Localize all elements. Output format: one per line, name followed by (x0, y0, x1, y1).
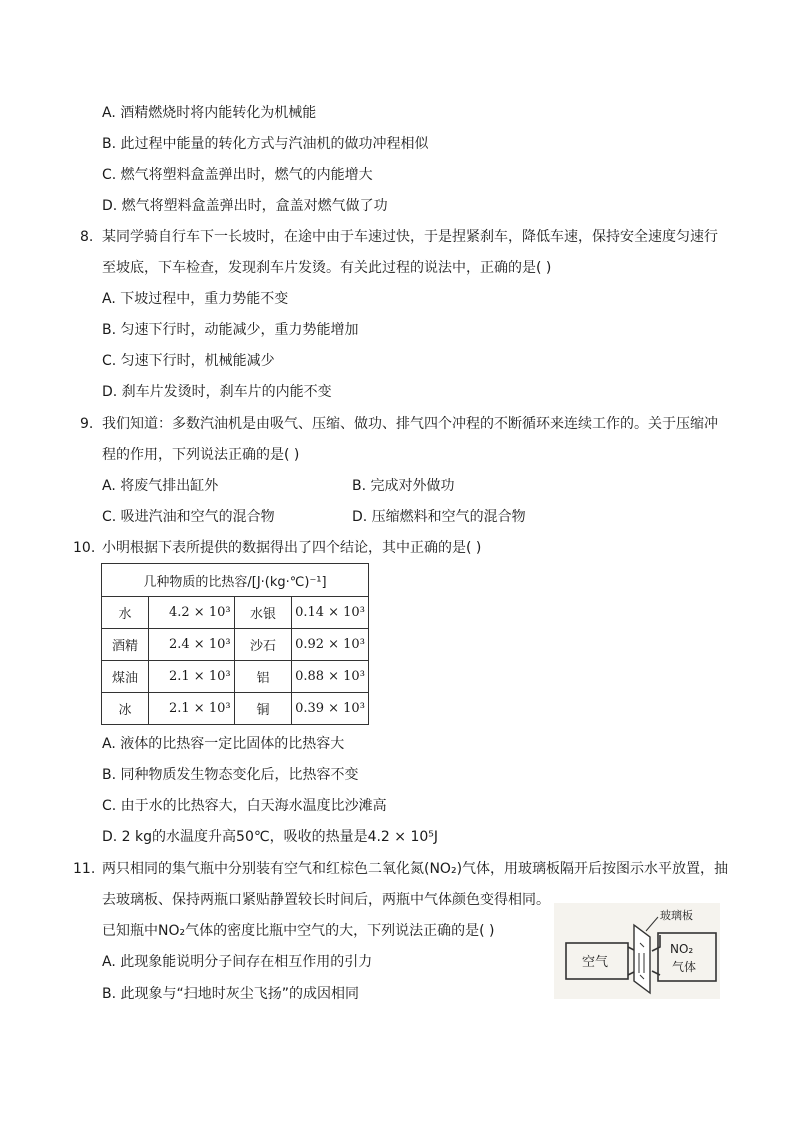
table-cell: 冰 (102, 693, 149, 725)
q9-stem-line2: 程的作用，下列说法正确的是( ) (102, 447, 300, 463)
no2-label-top: NO₂ (670, 942, 694, 956)
q11-stem-line1: 两只相同的集气瓶中分别装有空气和红棕色二氧化氮(NO₂)气体，用玻璃板隔开后按图示水平放置，抽 (102, 861, 729, 877)
table-row (102, 661, 369, 693)
table-cell: 2.1 × 10³ (149, 661, 235, 693)
table-cell: 沙石 (235, 629, 292, 661)
q11-stem-line3: 已知瓶中NO₂气体的密度比瓶中空气的大，下列说法正确的是( ) (102, 923, 495, 939)
q11-number: 11. (73, 861, 96, 877)
q11-option-b: B. 此现象与“扫地时灰尘飞扬”的成因相同 (102, 986, 360, 1002)
q10-option-b: B. 同种物质发生物态变化后，比热容不变 (102, 767, 359, 783)
q8-number: 8. (80, 229, 94, 245)
q10-stem: 小明根据下表所提供的数据得出了四个结论，其中正确的是( ) (102, 540, 482, 556)
table-header: 几种物质的比热容/[J·(kg·℃)⁻¹] (102, 564, 369, 597)
q7-option-d: D. 燃气将塑料盒盖弹出时，盒盖对燃气做了功 (102, 198, 388, 214)
table-cell: 铜 (235, 693, 292, 725)
table-cell: 0.92 × 10³ (292, 629, 369, 661)
q11-stem-line2: 去玻璃板、保持两瓶口紧贴静置较长时间后，两瓶中气体颜色变得相同。 (102, 892, 550, 908)
label-leader-line (646, 917, 658, 931)
table-cell: 0.88 × 10³ (292, 661, 369, 693)
table-row (102, 629, 369, 661)
no2-label-bottom: 气体 (672, 960, 697, 974)
q8-option-c: C. 匀速下行时，机械能减少 (102, 353, 275, 369)
table-cell: 2.4 × 10³ (149, 629, 235, 661)
table-cell: 4.2 × 10³ (149, 597, 235, 629)
q8-option-d: D. 刹车片发烫时，刹车片的内能不变 (102, 384, 332, 400)
q8-stem-line1: 某同学骑自行车下一长坡时，在途中由于车速过快，于是捏紧刹车，降低车速，保持安全速度匀速行 (102, 229, 718, 245)
q10-option-c: C. 由于水的比热容大，白天海水温度比沙滩高 (102, 798, 387, 814)
table-cell: 0.14 × 10³ (292, 597, 369, 629)
q7-option-a: A. 酒精燃烧时将内能转化为机械能 (102, 105, 317, 121)
table-cell: 水 (102, 597, 149, 629)
q8-stem-line2: 至坡底，下车检查，发现刹车片发烫。有关此过程的说法中，正确的是( ) (102, 260, 552, 276)
q10-option-d: D. 2 kg的水温度升高50℃，吸收的热量是4.2 × 10⁵J (102, 829, 439, 845)
q8-option-a: A. 下坡过程中，重力势能不变 (102, 291, 289, 307)
q7-option-b: B. 此过程中能量的转化方式与汽油机的做功冲程相似 (102, 136, 429, 152)
q8-option-b: B. 匀速下行时，动能减少，重力势能增加 (102, 322, 359, 338)
q10-number: 10. (73, 540, 96, 556)
table-row (102, 693, 369, 725)
table-cell: 煤油 (102, 661, 149, 693)
q9-option-d: D. 压缩燃料和空气的混合物 (352, 509, 526, 525)
q9-stem-line1: 我们知道：多数汽油机是由吸气、压缩、做功、排气四个冲程的不断循环来连续工作的。关于压缩冲 (102, 416, 718, 432)
q9-option-c: C. 吸进汽油和空气的混合物 (102, 509, 275, 525)
table-cell: 铝 (235, 661, 292, 693)
glass-plate-label: 玻璃板 (660, 909, 693, 922)
q7-option-c: C. 燃气将塑料盒盖弹出时，燃气的内能增大 (102, 167, 373, 183)
table-cell: 2.1 × 10³ (149, 693, 235, 725)
q9-option-b: B. 完成对外做功 (352, 478, 455, 494)
table-cell: 水银 (235, 597, 292, 629)
glass-plate (634, 925, 650, 993)
q10-option-a: A. 液体的比热容一定比固体的比热容大 (102, 736, 345, 752)
air-label: 空气 (582, 955, 609, 970)
table-row (102, 597, 369, 629)
q9-number: 9. (80, 416, 94, 432)
table-cell: 酒精 (102, 629, 149, 661)
q9-option-a: A. 将废气排出缸外 (102, 478, 219, 494)
gas-bottles-figure (554, 903, 720, 999)
specific-heat-table (101, 563, 369, 725)
q11-option-a: A. 此现象能说明分子间存在相互作用的引力 (102, 954, 373, 970)
table-cell: 0.39 × 10³ (292, 693, 369, 725)
gas-bottles-diagram (554, 903, 720, 999)
